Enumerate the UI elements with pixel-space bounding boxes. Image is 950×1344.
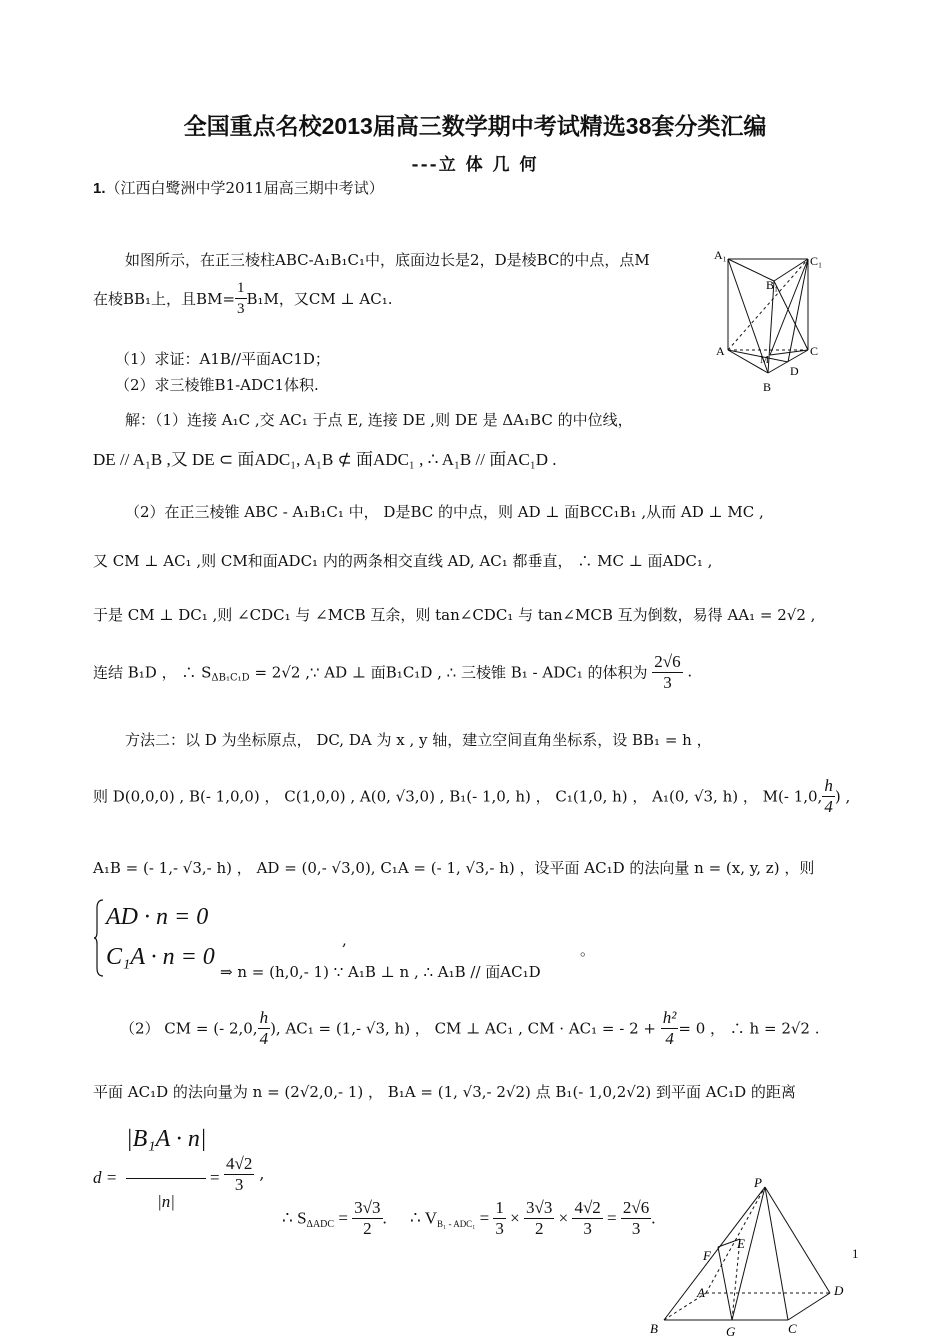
subscript: B₁ - ADC₁	[437, 1218, 476, 1229]
text-segment: （2） CM = (- 2,0,	[120, 1019, 258, 1038]
solution-line-10: ⇒ n = (h,0,- 1) ∵ A₁B ⊥ n , ∴ A₁B // 面AC₁D	[220, 963, 541, 981]
area-formula: ∴ $S_{\Delta ADC}$ = $\frac{3√3}{2}$ .	[282, 1198, 387, 1238]
fraction-numerator: 1	[235, 278, 247, 299]
fraction-h-squared-over-4	[661, 1008, 679, 1049]
text-segment: ∴ S	[282, 1208, 307, 1228]
problem-header	[93, 178, 384, 199]
solution-line-9: A₁B = (- 1,- √3,- h) ， AD = (0,- √3,0), C₁A = (- 1, √3,- h) ，设平面 AC₁D 的法向量 n = (x, y, z) ，则	[93, 859, 815, 877]
system-equation-2: C₁A · n = 0	[106, 944, 215, 970]
label-b: B	[763, 380, 772, 394]
label-m: M	[760, 355, 769, 366]
system-equation-1: AD · n = 0	[106, 904, 209, 930]
solution-line-12: 平面 AC₁D 的法向量为 n = (2√2,0,- 1) ， B₁A = (1, √3,- 2√2) 点 B₁(- 1,0,2√2) 到平面 AC₁D 的距离	[93, 1083, 796, 1101]
distance-numerator: |B₁A · n|	[126, 1126, 207, 1152]
page-subtitle: ---立 体 几 何	[411, 155, 539, 175]
fraction-numerator: 1	[495, 1198, 504, 1217]
text-segment: ∴ V	[410, 1208, 438, 1228]
label-c: C	[810, 344, 819, 358]
fraction	[224, 1154, 254, 1195]
label-a1: A₁	[714, 248, 727, 262]
pyramid-figure	[640, 1175, 860, 1340]
text-segment: ) ,	[834, 787, 851, 806]
solution-line-3: （2）在正三棱锥 ABC - A₁B₁C₁ 中， D是BC 的中点，则 AD ⊥ 面BCC₁B₁ ,从而 AD ⊥ MC ,	[125, 503, 764, 521]
fraction-numerator: 4√2	[226, 1154, 253, 1173]
text-segment: ), AC₁ = (1,- √3, h) ， CM ⊥ AC₁ , CM · AC₁ = - 2 +	[270, 1019, 656, 1038]
period-mark: 。	[580, 941, 596, 959]
question-1: （1）求证：A1B//平面AC1D；	[115, 350, 330, 368]
label-a: A	[716, 344, 725, 358]
solution-line-7: 方法二：以 D 为坐标原点， DC, DA 为 x , y 轴，建立空间直角坐标系，设 BB₁ = h ，	[125, 731, 712, 749]
fraction-numerator: h	[824, 776, 833, 795]
text-segment: M(- 1,0,	[762, 787, 823, 806]
label-f: F	[703, 1248, 711, 1263]
label-d: D	[790, 364, 799, 378]
fraction	[352, 1198, 382, 1239]
statement-text: 在棱BB₁上，且BM=	[93, 289, 236, 308]
subscript: ΔADC	[306, 1218, 335, 1230]
label-c1: C₁	[810, 254, 823, 268]
label-p: P	[754, 1175, 762, 1190]
times-sign: ×	[510, 1208, 520, 1228]
fraction-bar	[126, 1178, 206, 1179]
label-c: C	[788, 1321, 797, 1336]
fraction	[572, 1198, 602, 1239]
fraction-denominator: 3	[237, 301, 245, 317]
fraction-denominator: 3	[495, 1219, 504, 1238]
volume-fraction	[652, 652, 682, 693]
fraction-numerator: h²	[662, 1008, 677, 1027]
fraction-denominator: 2	[534, 1219, 544, 1238]
fraction-one-third	[235, 278, 247, 319]
equals-sign: =	[607, 1208, 617, 1228]
fraction-denominator: 3	[234, 1175, 244, 1194]
label-a: A	[697, 1285, 705, 1300]
problem-statement-1: 如图所示，在正三棱柱ABC-A₁B₁C₁中，底面边长是2，D是棱BC的中点，点M	[125, 251, 650, 269]
fraction-h-over-4	[822, 776, 835, 817]
label-e: E	[737, 1236, 745, 1251]
volume-formula: ∴ $V_{B_1 - ADC_1}$ = $\frac{1}{3}$ × $\frac{3√3}{2}$ × $\frac{4√2}{3}$ = $\frac{2√6}{3}$ .	[410, 1198, 656, 1238]
problem-statement-2	[93, 278, 392, 319]
solution-line-2: DE // A₁B ,又 DE ⊂ 面ADC₁, A₁B ⊄ 面ADC₁ , ∴ A₁B // 面AC₁D .	[93, 450, 557, 469]
fraction-denominator: 4	[259, 1029, 269, 1048]
fraction-denominator: 4	[824, 797, 833, 816]
fraction	[524, 1198, 554, 1239]
equals-sign: =	[479, 1208, 490, 1228]
coordinates-text: 则 D(0,0,0) , B(- 1,0,0) ， C(1,0,0) , A(0, √3,0) , B₁(- 1,0, h) ， C₁(1,0, h) ， A₁(0, √3, h) ，	[93, 787, 758, 806]
fraction-denominator: 3	[583, 1219, 592, 1238]
label-b: B	[650, 1321, 658, 1336]
problem-number: 1.	[93, 180, 106, 197]
distance-lhs: d =	[93, 1168, 118, 1187]
comma: ,	[342, 931, 347, 949]
text-segment: = 0 ， ∴ h = 2√2 .	[678, 1019, 820, 1038]
solution-line-5: 于是 CM ⊥ DC₁ ,则 ∠CDC₁ 与 ∠MCB 互余，则 tan∠CDC₁ 与 tan∠MCB 互为倒数，易得 AA₁ = 2√2 ,	[93, 606, 816, 624]
statement-text: B₁M，又CM ⊥ AC₁.	[246, 289, 393, 308]
fraction-denominator: 3	[663, 673, 672, 692]
fraction-numerator: h	[259, 1008, 269, 1027]
fraction-denominator: 4	[665, 1029, 674, 1048]
solution-line-4: 又 CM ⊥ AC₁ ,则 CM和面ADC₁ 内的两条相交直线 AD, AC₁ 都垂直， ∴ MC ⊥ 面ADC₁ ,	[93, 552, 713, 570]
text-segment: = 2√2 ,∵ AD ⊥ 面B₁C₁D , ∴ 三棱锥 B₁ - ADC₁ 的体积为	[249, 663, 648, 682]
problem-source: （江西白鹭洲中学2011届高三期中考试）	[105, 179, 384, 197]
question-2: （2）求三棱锥B1-ADC1体积.	[115, 376, 319, 394]
distance-result: $\frac{4√2}{3}$ ,	[226, 1154, 265, 1194]
solution-line-1: 解：（1）连接 A₁C ,交 AC₁ 于点 E, 连接 DE ,则 DE 是 ΔA₁BC 的中位线，	[125, 411, 633, 429]
text-segment: 连结 B₁D ， ∴ S	[93, 663, 212, 682]
fraction-numerator: 2√6	[654, 652, 681, 671]
times-sign: ×	[558, 1208, 569, 1228]
solution-line-8	[93, 776, 850, 817]
fraction-numerator: 4√2	[574, 1198, 601, 1217]
fraction-numerator: 3√3	[526, 1198, 553, 1217]
fraction-h-over-4	[258, 1008, 271, 1049]
equals-sign: =	[338, 1208, 348, 1228]
solution-line-6: 连结 B₁D ， ∴ $S_{\Delta B_1C_1D} = 2√2$ ,∵ AD ⊥ 面B₁C₁D , ∴ 三棱锥 B₁ - ADC₁ 的体积为 $\frac{2√6}{3}$ .	[93, 652, 693, 692]
fraction-numerator: 3√3	[354, 1198, 381, 1217]
label-b1: B₁	[766, 278, 779, 292]
solution-line-11	[120, 1008, 820, 1049]
fraction-denominator: 3	[631, 1219, 641, 1238]
subscript: ΔB₁C₁D	[211, 672, 250, 684]
fraction-denominator: 2	[363, 1219, 372, 1238]
distance-denominator: |n|	[157, 1192, 175, 1211]
fraction	[493, 1198, 506, 1239]
label-d: D	[834, 1283, 844, 1298]
label-g: G	[726, 1324, 736, 1339]
left-brace	[93, 898, 105, 978]
page-title: 全国重点名校2013届高三数学期中考试精选38套分类汇编	[183, 113, 767, 139]
page-number: 1	[852, 1246, 859, 1261]
fraction-numerator: 2√6	[622, 1198, 650, 1217]
equals-sign: =	[210, 1168, 220, 1187]
prism-figure	[710, 245, 830, 400]
